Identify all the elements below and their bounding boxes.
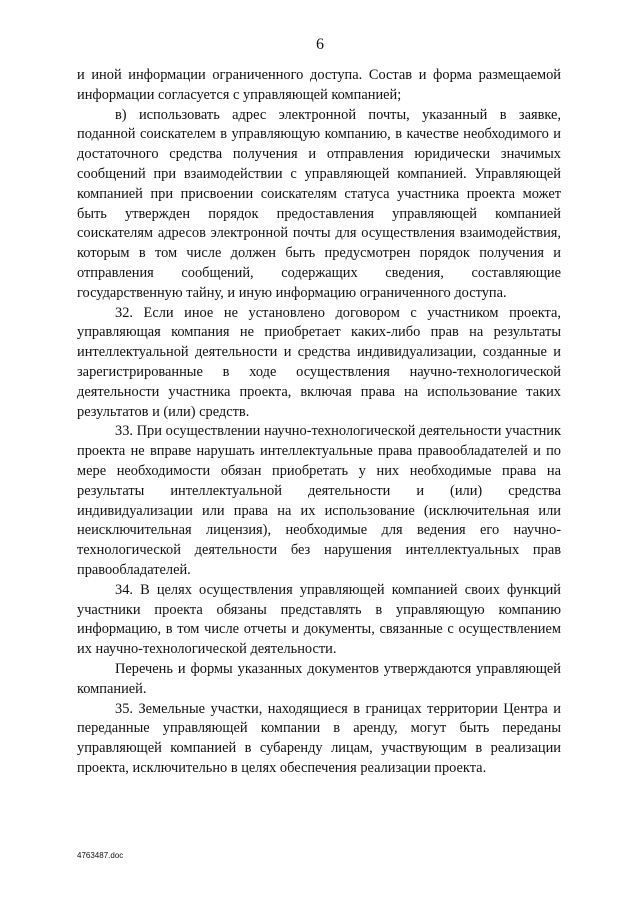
paragraph-32: 32. Если иное не установлено договором с участником проекта, управляющая компания не приобретает каких-либо прав на результаты интеллектуальной деятельности и средства индивидуализации, созданные и зарегистрированные в ходе осуществления научно-технологической деятельности участника проекта, включая права на использование таких результатов и (или) средств. <box>77 304 561 420</box>
paragraph-item-v: в) использовать адрес электронной почты, указанный в заявке, поданной соискателем в управляющую компанию, в качестве необходимого и достаточного средства получения и отправления юридически значимых сообщений при взаимодействии с управляющей компанией. Управляющей компанией при присвоении соискателям статуса участника проекта может быть утвержден порядок предоставления управляющей компанией соискателям адресов электронной почты для осуществления взаимодействия, которым в том числе должен быть предусмотрен порядок получения и отправления сообщений, содержащих сведения, составляющие государственную тайну, и иную информацию ограниченного доступа. <box>77 106 561 301</box>
paragraph-continuation: и иной информации ограниченного доступа. Состав и форма размещаемой информации согласуется с управляющей компанией; <box>77 67 561 103</box>
paragraph-33: 33. При осуществлении научно-технологической деятельности участник проекта не вправе нарушать интеллектуальные права правообладателей и по мере необходимости обязан приобретать у них необходимые права на результаты интеллектуальной деятельности и (или) средства индивидуализации или права на их использование (исключительная или неисключительная лицензия), необходимые для ведения его научно-технологической деятельности без нарушения интеллектуальных прав правообладателей. <box>77 423 561 578</box>
document-body <box>77 66 561 779</box>
paragraph-34: 34. В целях осуществления управляющей компанией своих функций участники проекта обязаны представлять в управляющую компанию информацию, в том числе отчеты и документы, связанные с осуществлением их научно-технологической деятельности. <box>77 581 561 658</box>
paragraph-35: 35. Земельные участки, находящиеся в границах территории Центра и переданные управляющей компании в аренду, могут быть переданы управляющей компанией в субаренду лицам, участвующим в реализации проекта, исключительно в целях обеспечения реализации проекта. <box>77 700 561 776</box>
footer-filename: 4763487.doc <box>77 851 124 860</box>
paragraph-34-documents: Перечень и формы указанных документов утверждаются управляющей компанией. <box>77 660 561 697</box>
page-number: 6 <box>316 36 324 53</box>
